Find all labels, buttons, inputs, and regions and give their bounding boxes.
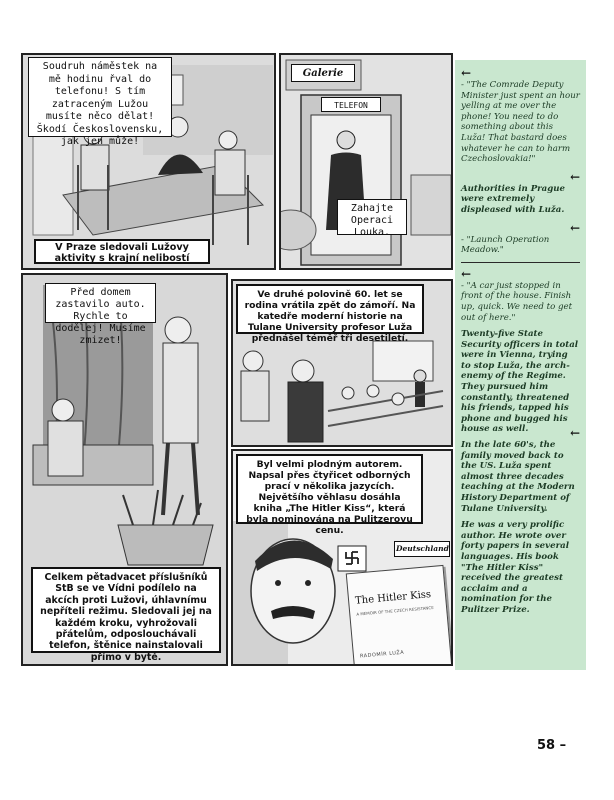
panel-phone-booth: [279, 53, 453, 270]
panel-office: [21, 53, 276, 270]
panel1-caption: V Praze sledovali Lužovy aktivity s krajní nelibostí: [34, 239, 210, 264]
book-title: The Hitler Kiss: [354, 589, 432, 607]
deutschland-sign: Deutschland: [394, 541, 450, 557]
translation-7: He was a very prolific author. He wrote over forty papers in several languages. His book "The Hitler Kiss" received the greatest acclaim and a nomination for the Pulitzer Prize.: [461, 520, 569, 615]
hitler-kiss-book: [346, 565, 453, 666]
translation-5: Twenty-five State Security officers in total were in Vienna, trying to stop Luža, the arch-enemy of the Regime. They pursued him constantly, threatened his friends, tapped his phone and bugged his house as well.: [461, 329, 579, 435]
page-number: 58 –: [537, 738, 567, 753]
panel3-speech-bubble: Před domem zastavilo auto. Rychle to dodělej! Musíme zmizet!: [45, 283, 156, 323]
gallery-sign: Galerie: [291, 64, 355, 82]
panel3-caption: Celkem pětadvacet příslušníků StB se ve Vídni podílelo na akcích proti Lužovi, úhlavnímu nepříteli režimu. Sledovali jej na každém kroku, vyhrožovali přátelům, odposlouchávali telefon, štěnice nainstalovali přímo v bytě.: [31, 567, 221, 653]
translation-6: In the late 60's, the family moved back to the US. Luža spent almost three decades teaching at the Modern History Department of Tulane University.: [461, 440, 575, 514]
panel-author: [231, 449, 453, 666]
translation-4: - "A car just stopped in front of the house. Finish up, quick. We need to get out of here.": [461, 280, 573, 323]
panel1-speech-bubble: Soudruh náměstek na mě hodinu řval do telefonu! S tím zatraceným Lužou musíte něco dělat! Škodí Československu, jak jen může!: [28, 57, 172, 137]
english-translation-sidebar: [455, 60, 586, 670]
panel-bugging: [21, 273, 228, 666]
left-arrow-icon: ←: [569, 426, 580, 441]
left-arrow-icon: ←: [461, 66, 472, 80]
translation-3: - "Launch Operation Meadow.": [461, 234, 550, 256]
panel5-caption: Byl velmi plodným autorem. Napsal přes čtyřicet odborných prací v několika jazycích. Největšího věhlasu dosáhla kniha „The Hitler Kiss“, která byla nominována na Pulitzerovu cenu.: [236, 454, 423, 524]
book-author: RADOMÍR LUŽA: [359, 649, 405, 660]
telefon-sign: TELEFON: [321, 97, 381, 112]
divider: [461, 262, 580, 263]
panel4-caption: Ve druhé polovině 60. let se rodina vrátila zpět do zámoří. Na katedře moderní historie na Tulane University profesor Luža přednášel téměř tři desetiletí.: [236, 284, 424, 334]
panel2-speech-bubble: Zahajte Operaci Louka.: [337, 199, 407, 235]
left-arrow-icon: ←: [461, 266, 472, 281]
panel-lecture: [231, 279, 453, 447]
left-arrow-icon: ←: [569, 169, 580, 184]
left-arrow-icon: ←: [569, 220, 580, 235]
translation-2: Authorities in Prague were extremely displeased with Luža.: [461, 183, 565, 215]
book-subtitle: A MEMOIR OF THE CZECH RESISTANCE: [356, 604, 434, 617]
translation-1: - "The Comrade Deputy Minister just spent an hour yelling at me over the phone! You need to do something about this Luža! That bastard does whatever he can to harm Czechoslovakia!": [461, 80, 580, 165]
